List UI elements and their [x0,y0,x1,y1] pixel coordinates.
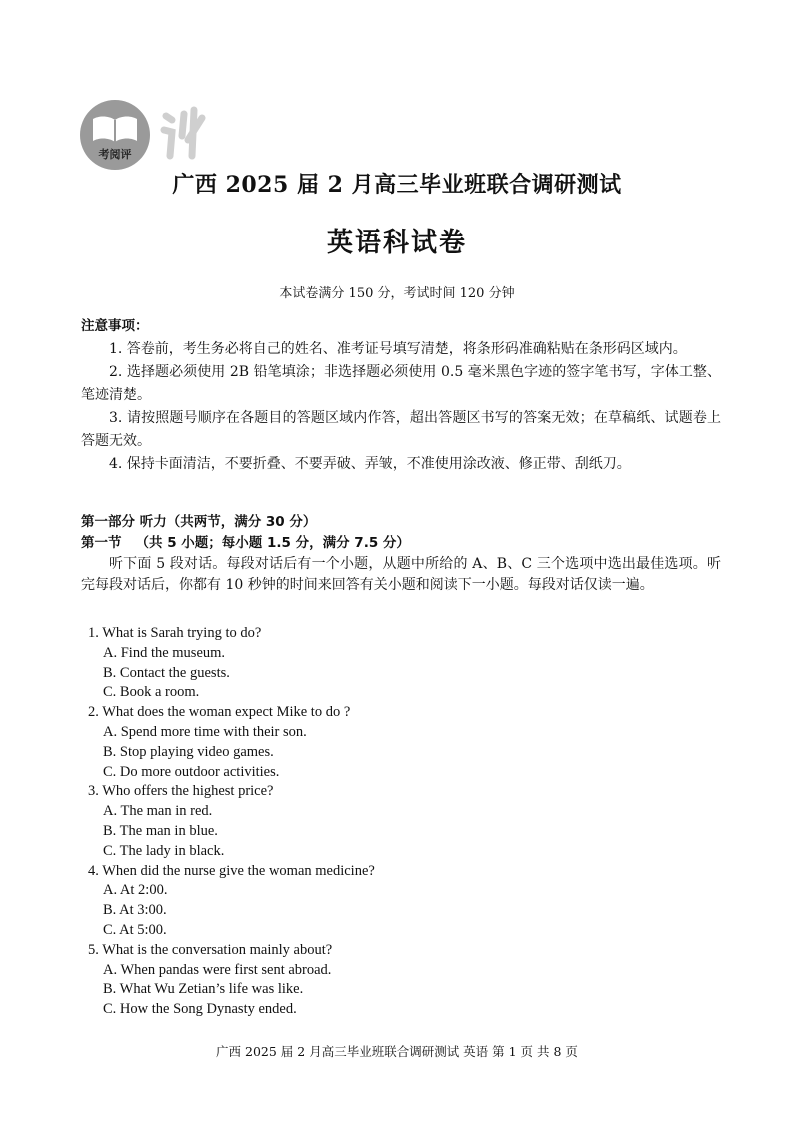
question-stem: 2. What does the woman expect Mike to do ? [88,704,351,721]
logo-text: 考阅评 [98,148,132,161]
question-stem: 3. Who offers the highest price? [88,783,274,800]
answer-option: B. The man in blue. [103,822,218,839]
subject-title: 英语科试卷 [326,228,467,258]
question [88,782,375,861]
exam-meta: 本试卷满分 150 分，考试时间 120 分钟 [279,286,515,301]
question-stem: 4. When did the nurse give the woman medicine? [88,862,375,879]
question [88,703,375,782]
answer-option: A. When pandas were first sent abroad. [103,961,332,978]
notice-heading: 注意事项： [81,318,149,334]
notice-item: 3. 请按照题号顺序在各题目的答题区域内作答，超出答题区书写的答案无效；在草稿纸、试题卷上答题无效。 [81,410,721,449]
notice-block [81,315,721,476]
answer-option: B. Contact the guests. [103,664,230,681]
answer-option: A. The man in red. [103,803,213,820]
answer-option: B. Stop playing video games. [103,743,274,760]
answer-option: C. How the Song Dynasty ended. [103,1001,297,1018]
question [88,862,375,941]
answer-option: C. The lady in black. [103,842,225,859]
book-icon [90,114,140,144]
part-heading: 第一部分 听力（共两节，满分 30 分） [81,514,317,530]
question-stem: 5. What is the conversation mainly about? [88,941,333,958]
question [88,624,375,703]
exam-title: 广西 2025 届 2 月高三毕业班联合调研测试 [172,172,622,198]
section-label: 第一节 [81,535,122,551]
answer-option: C. At 5:00. [103,921,167,938]
answer-option: A. Find the museum. [103,644,226,661]
notice-item: 1. 答卷前，考生务必将自己的姓名、准考证号填写清楚，将条形码准确粘贴在条形码区域内。 [109,341,687,357]
answer-option: B. At 3:00. [103,902,167,919]
page-footer: 广西 2025 届 2 月高三毕业班联合调研测试 英语 第 1 页 共 8 页 [216,1044,578,1059]
part1-section [81,512,721,596]
notice-item: 4. 保持卡面清洁，不要折叠、不要弄破、弄皱，不准使用涂改液、修正带、刮纸刀。 [109,456,631,472]
answer-option: B. What Wu Zetian’s life was like. [103,981,304,998]
question [88,941,375,1020]
section-desc: （共 5 小题；每小题 1.5 分，满分 7.5 分） [135,535,410,551]
answer-option: A. Spend more time with their son. [103,723,307,740]
logo-mark-icon [158,106,218,162]
question-stem: 1. What is Sarah trying to do? [88,625,262,641]
answer-option: C. Do more outdoor activities. [103,763,280,780]
section-heading [81,533,721,553]
answer-option: C. Book a room. [103,684,200,701]
section-instructions: 听下面 5 段对话。每段对话后有一个小题，从题中所给的 A、B、C 三个选项中选出最佳选项。听完每段对话后，你都有 10 秒钟的时间来回答有关小题和阅读下一小题。每段对话仅读一遍。 [81,556,721,593]
logo-badge [80,100,150,170]
answer-option: A. At 2:00. [103,882,168,899]
question-list [88,624,375,1020]
notice-item: 2. 选择题必须使用 2B 铅笔填涂；非选择题必须使用 0.5 毫米黑色字迹的签字笔书写，字体工整、笔迹清楚。 [81,364,721,403]
